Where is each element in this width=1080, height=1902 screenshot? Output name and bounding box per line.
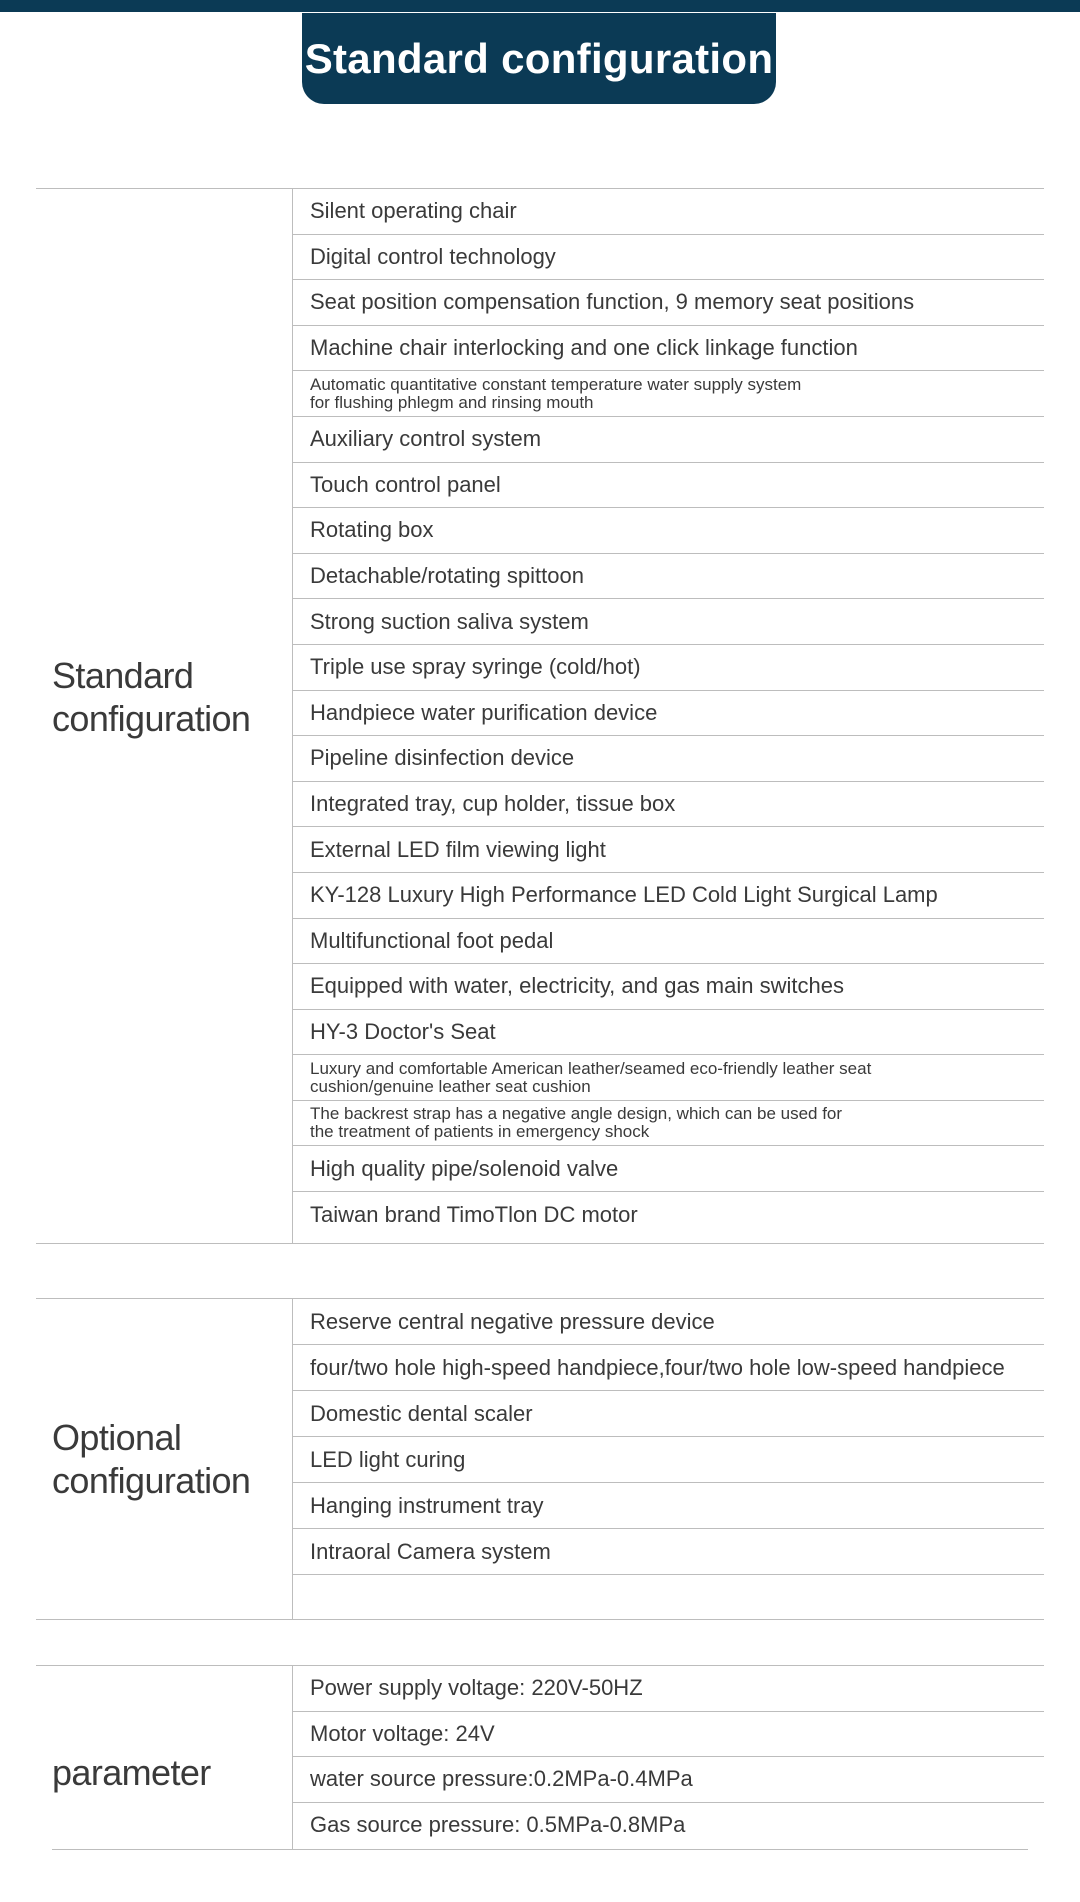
- standard-item: External LED film viewing light: [293, 827, 1044, 873]
- standard-item: Auxiliary control system: [293, 417, 1044, 463]
- standard-item: Strong suction saliva system: [293, 599, 1044, 645]
- optional-item: four/two hole high-speed handpiece,four/two hole low-speed handpiece: [293, 1345, 1044, 1391]
- standard-item: The backrest strap has a negative angle design, which can be used for the treatment of patients in emergency shock: [293, 1101, 1044, 1147]
- optional-config-label: Optional configuration: [52, 1417, 251, 1501]
- top-accent-bar: [0, 0, 1080, 12]
- standard-item: KY-128 Luxury High Performance LED Cold Light Surgical Lamp: [293, 873, 1044, 919]
- optional-item: Reserve central negative pressure device: [293, 1299, 1044, 1345]
- optional-config-section: [0, 1298, 1080, 1620]
- standard-item: Taiwan brand TimoTlon DC motor: [310, 1201, 638, 1227]
- section-bottom-line: [36, 1619, 1044, 1620]
- standard-item: Automatic quantitative constant temperature water supply system for flushing phlegm and rinsing mouth: [293, 371, 1044, 417]
- parameter-item: water source pressure:0.2MPa-0.4MPa: [293, 1757, 1044, 1803]
- standard-item: Integrated tray, cup holder, tissue box: [293, 782, 1044, 828]
- optional-item: [293, 1575, 1044, 1621]
- standard-item: Multifunctional foot pedal: [293, 919, 1044, 965]
- standard-item: Pipeline disinfection device: [293, 736, 1044, 782]
- standard-item: Triple use spray syringe (cold/hot): [293, 645, 1044, 691]
- optional-config-list: [293, 1299, 1044, 1621]
- standard-item: Seat position compensation function, 9 memory seat positions: [293, 280, 1044, 326]
- standard-item: HY-3 Doctor's Seat: [293, 1010, 1044, 1056]
- standard-item: Rotating box: [293, 508, 1044, 554]
- standard-config-label: Standard configuration: [52, 655, 251, 739]
- parameter-item: Motor voltage: 24V: [293, 1712, 1044, 1758]
- parameter-list: [293, 1666, 1044, 1848]
- standard-item: Luxury and comfortable American leather/seamed eco-friendly leather seat cushion/genuine leather seat cushion: [293, 1055, 1044, 1101]
- parameter-section: [0, 1665, 1080, 1850]
- parameter-item: Power supply voltage: 220V-50HZ: [293, 1666, 1044, 1712]
- standard-item: Touch control panel: [293, 463, 1044, 509]
- standard-item: High quality pipe/solenoid valve: [293, 1146, 1044, 1192]
- standard-item: Machine chair interlocking and one click linkage function: [293, 326, 1044, 372]
- optional-item: Hanging instrument tray: [293, 1483, 1044, 1529]
- standard-item: Detachable/rotating spittoon: [293, 554, 1044, 600]
- page-title: Standard configuration: [302, 13, 776, 104]
- standard-config-list: [293, 189, 1044, 1238]
- parameter-label: parameter: [52, 1752, 211, 1793]
- standard-item: Digital control technology: [293, 235, 1044, 281]
- optional-item: Intraoral Camera system: [293, 1529, 1044, 1575]
- section-bottom-line: [52, 1849, 1028, 1850]
- standard-item: Silent operating chair: [293, 189, 1044, 235]
- optional-item: Domestic dental scaler: [293, 1391, 1044, 1437]
- standard-item: Equipped with water, electricity, and gas main switches: [293, 964, 1044, 1010]
- parameter-item: Gas source pressure: 0.5MPa-0.8MPa: [310, 1812, 686, 1838]
- standard-item: Handpiece water purification device: [293, 691, 1044, 737]
- optional-item: LED light curing: [293, 1437, 1044, 1483]
- standard-config-section: [0, 188, 1080, 1245]
- section-bottom-line: [36, 1243, 1044, 1244]
